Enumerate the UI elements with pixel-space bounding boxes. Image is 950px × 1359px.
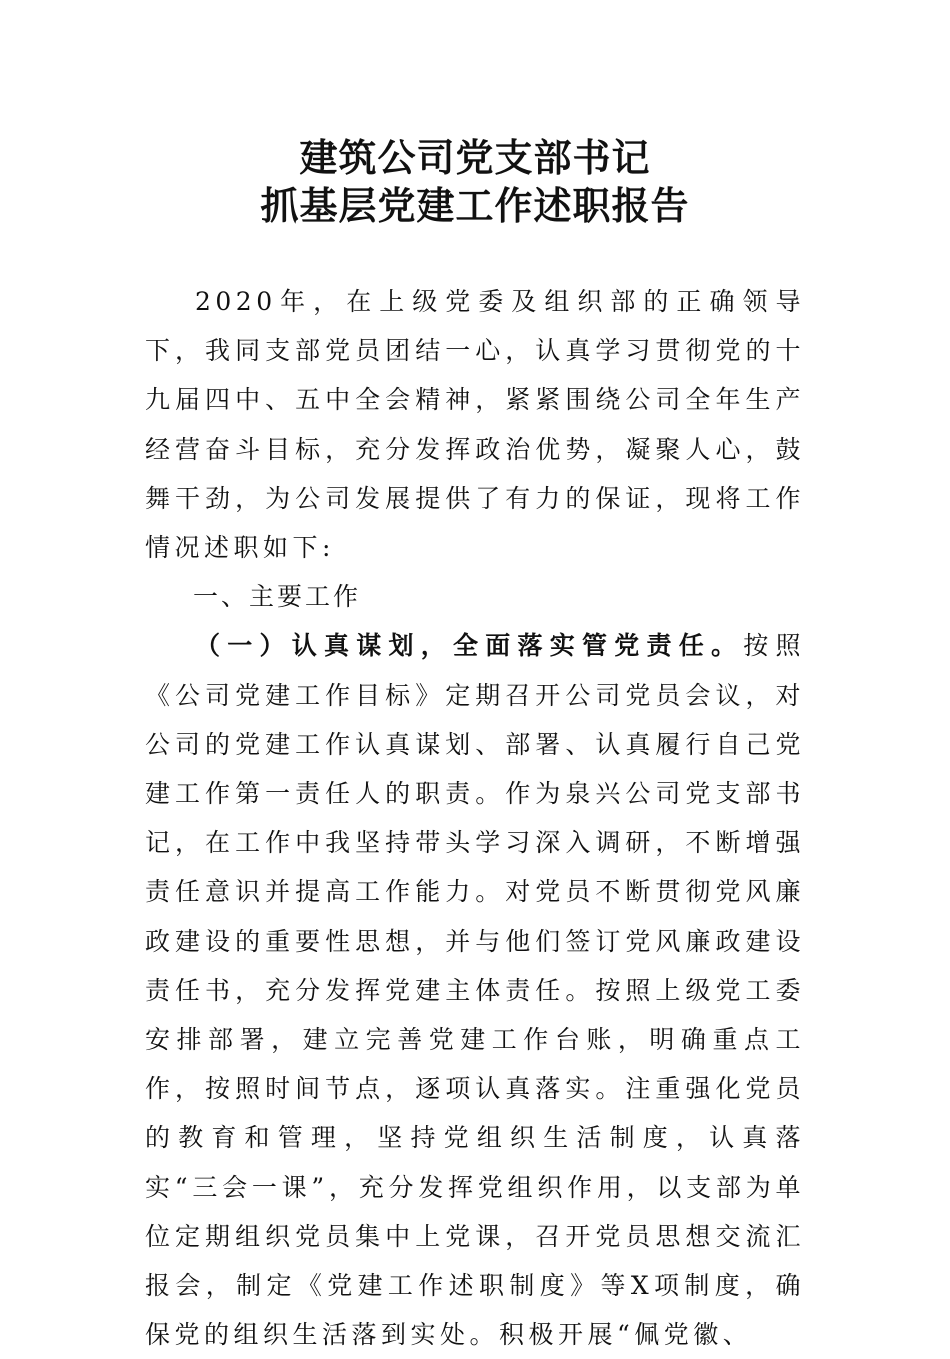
section-heading: 一、主要工作	[193, 582, 362, 612]
intro-paragraph: 2020年，在上级党委及组织部的正确领导下，我同支部党员团结一心，认真学习贯彻党的十九届四中、五中全会精神，紧紧围绕公司全年生产经营奋斗目标，充分发挥政治优势，凝聚人心，鼓舞干劲，为公司发展提供了有力的保证，现将工作情况述职如下:	[145, 287, 805, 563]
subsection-paragraph	[145, 621, 805, 1359]
document-body	[145, 277, 805, 1359]
document-title-line2: 抓基层党建工作述职报告	[260, 183, 690, 228]
document-title-line1: 建筑公司党支部书记	[299, 135, 651, 180]
subsection-heading: （一）认真谋划，全面落实管党责任。	[195, 631, 744, 661]
subsection-body: 按照《公司党建工作目标》定期召开公司党员会议，对公司的党建工作认真谋划、部署、认真履行自己党建工作第一责任人的职责。作为泉兴公司党支部书记，在工作中我坚持带头学习深入调研，不断增强责任意识并提高工作能力。对党员不断贯彻党风廉政建设的重要性思想，并与他们签订党风廉政建设责任书，充分发挥党建主体责任。按照上级党工委安排部署，建立完善党建工作台账，明确重点工作，按照时间节点，逐项认真落实。注重强化党员的教育和管理，坚持党组织生活制度，认真落实“三会一课”，充分发挥党组织作用，以支部为单位定期组织党员集中上党课，召开党员思想交流汇报会，制定《党建工作述职制度》等X项制度，确保党的组织生活落到实处。积极开展“佩党徽、	[145, 631, 805, 1350]
